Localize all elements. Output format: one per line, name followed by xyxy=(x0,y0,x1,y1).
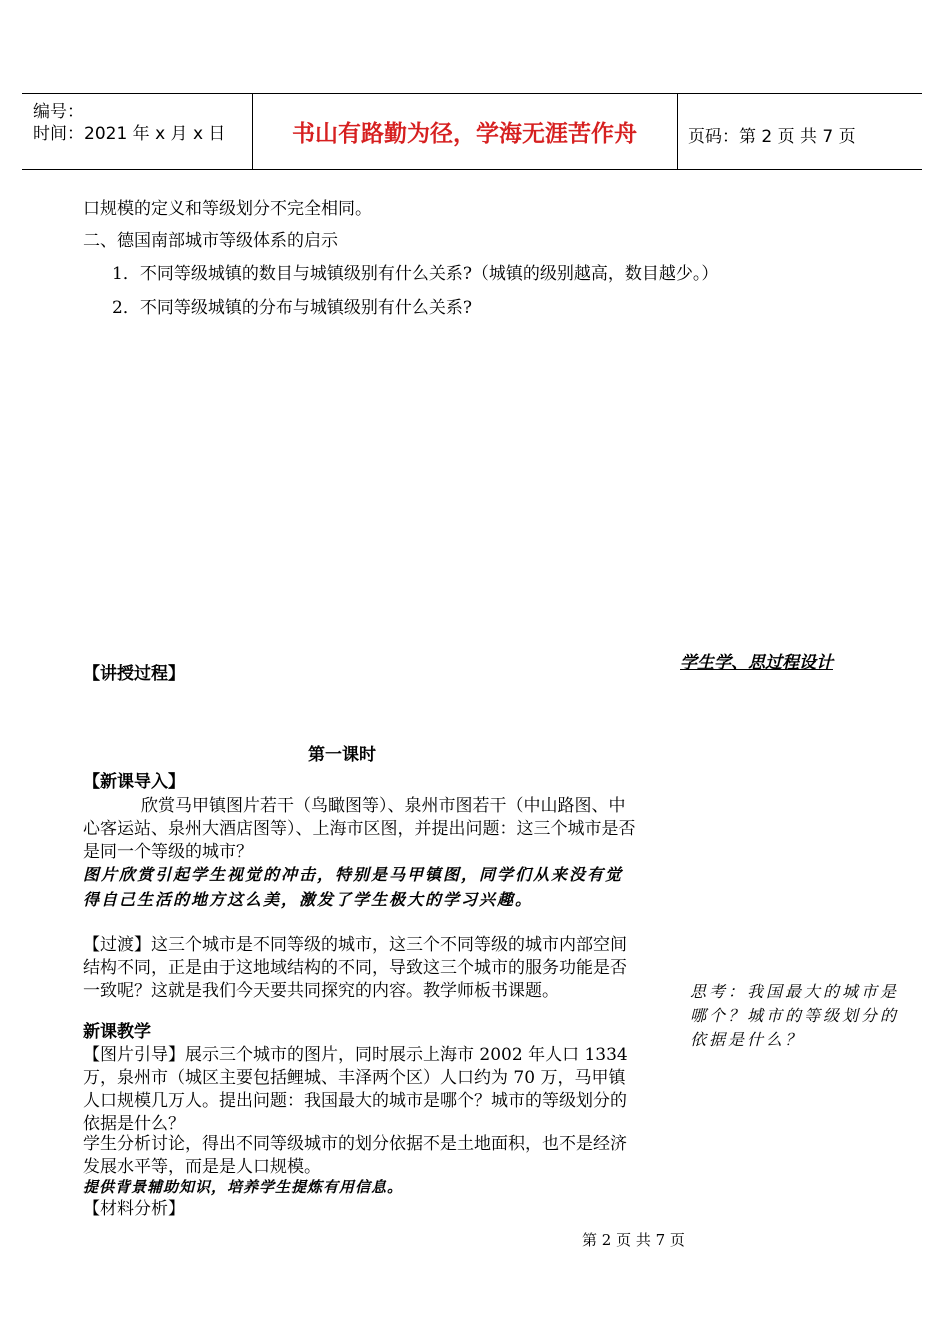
footer-page-number: 第 2 页 共 7 页 xyxy=(582,1231,685,1249)
lesson-title: 第一课时 xyxy=(308,745,376,765)
intro-teacher-note: 图片欣赏引起学生视觉的冲击，特别是马甲镇图，同学们从来没有觉得自己生活的地方这么美，激发了学生极大的学习兴趣。 xyxy=(83,865,624,909)
new-lesson-heading: 新课教学 xyxy=(83,1022,151,1042)
page-label: 页码：第 2 页 共 7 页 xyxy=(688,127,856,147)
question-2: 2．不同等级城镇的分布与城镇级别有什么关系? xyxy=(112,298,472,318)
intro-heading: 【新课导入】 xyxy=(83,772,185,792)
time-label: 时间：2021 年 x 月 x 日 xyxy=(33,124,226,144)
discussion-paragraph: 学生分析讨论，得出不同等级城市的划分依据不是土地面积，也不是经济发展水平等，而是是人口规模。 xyxy=(83,1134,627,1177)
material-heading: 【材料分析】 xyxy=(83,1199,185,1219)
picture-guide-paragraph: 【图片引导】展示三个城市的图片，同时展示上海市 2002 年人口 1334 万，泉州市（城区主要包括鲤城、丰泽两个区）人口约为 70 万，马甲镇人口规模几万人。提出问题：我国最大的城市是哪个？城市的等级划分的依据是什么？ xyxy=(83,1045,628,1134)
transition-paragraph: 【过渡】这三个城市是不同等级的城市，这三个不同等级的城市内部空间结构不同，正是由于这地域结构的不同，导致这三个城市的服务功能是否一致呢？这就是我们今天要共同探究的内容。教学师板书课题。 xyxy=(83,935,627,1001)
question-1: 1．不同等级城镇的数目与城镇级别有什么关系?（城镇的级别越高，数目越少。） xyxy=(112,264,719,284)
side-think-note: 思考：我国最大的城市是哪个？城市的等级划分的依据是什么？ xyxy=(690,982,900,1049)
background-note: 提供背景辅助知识，培养学生提炼有用信息。 xyxy=(83,1178,404,1196)
side-heading: 学生学、思过程设计 xyxy=(680,653,833,673)
header-motto: 书山有路勤为径，学海无涯苦作舟 xyxy=(292,121,637,147)
serial-label: 编号： xyxy=(33,102,84,122)
lecture-heading: 【讲授过程】 xyxy=(83,664,185,684)
intro-paragraph: 欣赏马甲镇图片若干（鸟瞰图等）、泉州市图若干（中山路图、中心客运站、泉州大酒店图等）、上海市区图，并提出问题：这三个城市是否是同一个等级的城市？ xyxy=(83,796,636,862)
section-heading-2: 二、德国南部城市等级体系的启示 xyxy=(83,231,338,251)
header-divider-right xyxy=(677,93,678,170)
body-line-1: 口规模的定义和等级划分不完全相同。 xyxy=(83,199,372,219)
